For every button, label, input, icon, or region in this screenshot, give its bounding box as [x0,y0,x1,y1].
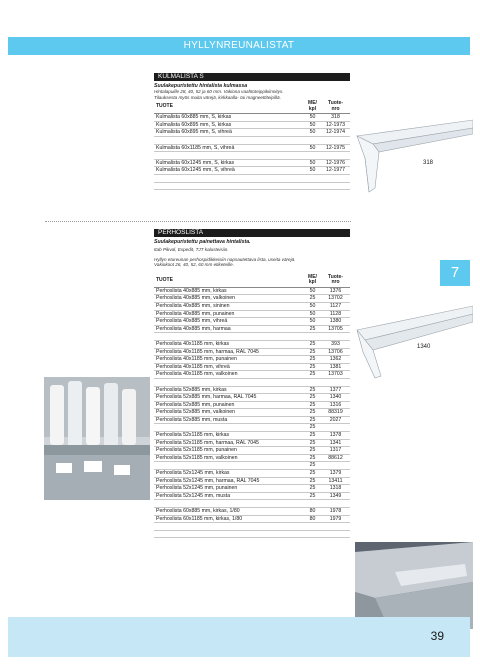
product-name-cell [154,333,304,341]
product-name-cell: Perhoslista 40x885 mm, sininen [154,302,304,310]
product-code-cell [321,530,350,538]
product-code-cell: 12-1975 [321,144,350,152]
product-name-cell: Perhoslista 60x1185 mm, kirkas, 1/80 [154,515,304,523]
qty-cell: 25 [304,401,321,409]
product-name-cell: Perhoslista 40x885 mm, punainen [154,310,304,318]
column-header-product: TUOTE [154,100,304,114]
product-code-cell: 12-1976 [321,159,350,167]
product-code-cell: 13703 [321,371,350,379]
qty-cell [304,333,321,341]
column-header-product: TUOTE [154,274,304,288]
table-row [154,500,350,508]
qty-cell [304,174,321,182]
table-row [154,477,350,485]
product-name-cell: Perhoslista 52x1185 mm, kirkas [154,432,304,440]
product-code-cell: 1341 [321,439,350,447]
product-code-cell: 12-1973 [321,121,350,129]
product-code-cell: 1379 [321,470,350,478]
qty-cell: 25 [304,394,321,402]
qty-cell: 25 [304,492,321,500]
product-name-cell: Perhoslista 40x885 mm, harmaa [154,325,304,333]
product-name-cell: Perhoslista 52x1245 mm, punainen [154,485,304,493]
qty-cell: 25 [304,432,321,440]
store-shelf-photo [44,377,150,500]
section-divider [45,221,351,222]
product-code-cell: 1127 [321,302,350,310]
qty-cell: 25 [304,348,321,356]
qty-cell: 25 [304,386,321,394]
table-header-row [154,100,350,114]
product-code-cell [321,424,350,432]
table-row [154,182,350,190]
qty-cell: 50 [304,302,321,310]
qty-cell: 25 [304,454,321,462]
qty-cell: 50 [304,159,321,167]
table-row [154,523,350,531]
perhoslista-product-image [355,300,473,380]
table-row [154,508,350,516]
product-code-cell [321,500,350,508]
qty-cell [304,136,321,144]
product-code-cell: 2027 [321,416,350,424]
section-heading: PERHOSLISTA [154,229,350,237]
table-row [154,492,350,500]
qty-cell [304,182,321,190]
section-description-line: Itab Pikval, Expedit, TJT kalusteisiin. [154,247,229,252]
qty-cell: 25 [304,340,321,348]
table-row [154,416,350,424]
table-row [154,325,350,333]
product-code-cell [321,523,350,531]
column-header-qty: ME/ kpl [304,100,321,114]
product-code-cell [321,152,350,160]
table-row [154,136,350,144]
qty-cell: 50 [304,121,321,129]
product-name-cell: Kulmalista 60x895 mm, S, kirkas [154,121,304,129]
qty-cell: 25 [304,424,321,432]
product-code-cell: 1381 [321,363,350,371]
qty-cell [304,152,321,160]
qty-cell: 25 [304,416,321,424]
qty-cell [304,500,321,508]
product-code-cell [321,182,350,190]
qty-cell: 80 [304,515,321,523]
product-code-cell: 1377 [321,386,350,394]
table-row [154,485,350,493]
page-number: 39 [430,629,444,643]
product-code-cell: 1316 [321,401,350,409]
qty-cell: 25 [304,295,321,303]
section-subtitle: Suulakepuristettu hintalista kulmassa [154,83,248,89]
qty-cell [304,378,321,386]
product-name-cell: Kulmalista 60x1185 mm, S, vihreä [154,144,304,152]
product-code-cell: 1979 [321,515,350,523]
product-code-cell [321,462,350,470]
product-name-cell: Perhoslista 60x885 mm, kirkas, 1/80 [154,508,304,516]
qty-cell: 50 [304,129,321,137]
table-row [154,333,350,341]
product-code-cell: 13411 [321,477,350,485]
table-row [154,114,350,122]
table-header-row [154,274,350,288]
table-row [154,348,350,356]
qty-cell: 50 [304,318,321,326]
qty-cell [304,530,321,538]
qty-cell: 25 [304,439,321,447]
product-name-cell [154,152,304,160]
qty-cell: 25 [304,363,321,371]
product-name-cell [154,462,304,470]
product-name-cell: Perhoslista 40x1185 mm, valkoinen [154,371,304,379]
product-name-cell: Perhoslista 52x885 mm, punainen [154,401,304,409]
product-code-cell: 1128 [321,310,350,318]
qty-cell: 25 [304,485,321,493]
table-row [154,394,350,402]
kulmalista-section [154,73,350,190]
column-header-qty: ME/ kpl [304,274,321,288]
product-code-cell: 1340 [321,394,350,402]
product-name-cell [154,174,304,182]
qty-cell: 25 [304,462,321,470]
table-row [154,401,350,409]
product-name-cell: Perhoslista 40x1185 mm, punainen [154,356,304,364]
qty-cell: 25 [304,356,321,364]
product-name-cell: Perhoslista 52x1245 mm, musta [154,492,304,500]
qty-cell: 50 [304,114,321,122]
section-description-line: Hintalapuille 28, 40, 52 ja 60 mm. Vakiona vaahtoteippikiinnitys. [154,89,284,94]
table-row [154,295,350,303]
product-name-cell: Perhoslista 40x885 mm, valkoinen [154,295,304,303]
product-name-cell [154,424,304,432]
product-code-cell: 13702 [321,295,350,303]
table-row [154,302,350,310]
table-row [154,318,350,326]
column-header-code: Tuote- nro [321,100,350,114]
table-row [154,363,350,371]
qty-cell: 50 [304,167,321,175]
footer-band [8,617,470,657]
product-name-cell [154,136,304,144]
qty-cell: 25 [304,409,321,417]
product-name-cell: Kulmalista 60x1245 mm, S, kirkas [154,159,304,167]
product-code-cell: 1317 [321,447,350,455]
qty-cell: 25 [304,447,321,455]
table-row [154,287,350,295]
product-name-cell: Perhoslista 52x885 mm, musta [154,416,304,424]
table-row [154,340,350,348]
product-code-cell: 12-1977 [321,167,350,175]
product-code-cell: 1349 [321,492,350,500]
table-row [154,378,350,386]
product-code-cell: 13706 [321,348,350,356]
product-code-cell [321,136,350,144]
product-code-cell: 1978 [321,508,350,516]
table-row [154,174,350,182]
product-image-label: 1340 [417,344,431,350]
product-name-cell: Perhoslista 40x1185 mm, kirkas [154,340,304,348]
table-row [154,439,350,447]
product-name-cell: Perhoslista 52x1185 mm, valkoinen [154,454,304,462]
header-band [8,37,470,55]
qty-cell: 25 [304,477,321,485]
product-name-cell: Perhoslista 52x1185 mm, punainen [154,447,304,455]
chapter-tab: 7 [440,260,470,286]
table-row [154,447,350,455]
product-code-cell [321,378,350,386]
table-row [154,371,350,379]
section-subtitle: Suulakepuristettu painettava hintalista. [154,239,251,245]
product-table [154,100,350,190]
qty-cell: 50 [304,287,321,295]
product-code-cell [321,333,350,341]
product-name-cell: Kulmalista 60x1245 mm, S, vihreä [154,167,304,175]
product-code-cell: 12-1974 [321,129,350,137]
table-row [154,152,350,160]
product-name-cell: Perhoslista 52x885 mm, valkoinen [154,409,304,417]
product-name-cell: Perhoslista 40x1185 mm, harmaa, RAL 7045 [154,348,304,356]
qty-cell: 80 [304,508,321,516]
product-image-label: 318 [423,160,434,166]
product-code-cell: 13705 [321,325,350,333]
table-row [154,470,350,478]
table-row [154,121,350,129]
section-heading: KULMALISTA S [154,73,350,81]
table-row [154,386,350,394]
table-row [154,409,350,417]
product-code-cell: 318 [321,114,350,122]
product-name-cell: Perhoslista 40x885 mm, vihreä [154,318,304,326]
section-description-line: Hyllyn etureunan perhospidikkeisiin napsautettava lista, useita värejä. [154,256,296,262]
section-description-line: Tilauksesta myös muita värejä, kirkkaalla- tai magneettiteipillä. [154,94,281,100]
perhoslista-section [154,229,350,538]
product-code-cell: 1318 [321,485,350,493]
section-description-line: Vakiokoot 26, 40, 52, 60 mm etiketeille. [154,262,235,268]
product-name-cell: Perhoslista 52x1245 mm, harmaa, RAL 7045 [154,477,304,485]
qty-cell: 25 [304,325,321,333]
table-row [154,454,350,462]
qty-cell: 50 [304,310,321,318]
table-row [154,310,350,318]
qty-cell: 25 [304,371,321,379]
product-name-cell: Perhoslista 40x1185 mm, vihreä [154,363,304,371]
page-title: HYLLYNREUNALISTAT [183,40,295,51]
table-row [154,432,350,440]
qty-cell: 50 [304,144,321,152]
shelf-closeup-photo [355,542,473,629]
product-name-cell: Kulmalista 60x895 mm, S, vihreä [154,129,304,137]
product-name-cell: Perhoslista 52x885 mm, kirkas [154,386,304,394]
product-name-cell [154,530,304,538]
product-name-cell [154,523,304,531]
product-code-cell [321,174,350,182]
column-header-code: Tuote- nro [321,274,350,288]
table-row [154,424,350,432]
product-code-cell: 88319 [321,409,350,417]
table-row [154,515,350,523]
product-name-cell [154,500,304,508]
table-row [154,167,350,175]
product-name-cell: Perhoslista 52x1245 mm, kirkas [154,470,304,478]
product-table [154,274,350,539]
product-code-cell: 393 [321,340,350,348]
table-row [154,356,350,364]
product-name-cell [154,182,304,190]
kulmalista-product-image [355,118,473,198]
product-name-cell: Perhoslista 40x885 mm, kirkas [154,287,304,295]
table-row [154,144,350,152]
product-name-cell: Perhoslista 52x1185 mm, harmaa, RAL 7045 [154,439,304,447]
product-code-cell: 1362 [321,356,350,364]
product-code-cell: 1378 [321,432,350,440]
table-row [154,530,350,538]
qty-cell: 25 [304,470,321,478]
product-name-cell: Perhoslista 52x885 mm, harmaa, RAL 7045 [154,394,304,402]
product-code-cell: 1376 [321,287,350,295]
table-row [154,462,350,470]
table-row [154,159,350,167]
table-row [154,129,350,137]
product-name-cell: Kulmalista 60x885 mm, S, kirkas [154,114,304,122]
qty-cell [304,523,321,531]
product-code-cell: 88612 [321,454,350,462]
product-code-cell: 1380 [321,318,350,326]
product-name-cell [154,378,304,386]
